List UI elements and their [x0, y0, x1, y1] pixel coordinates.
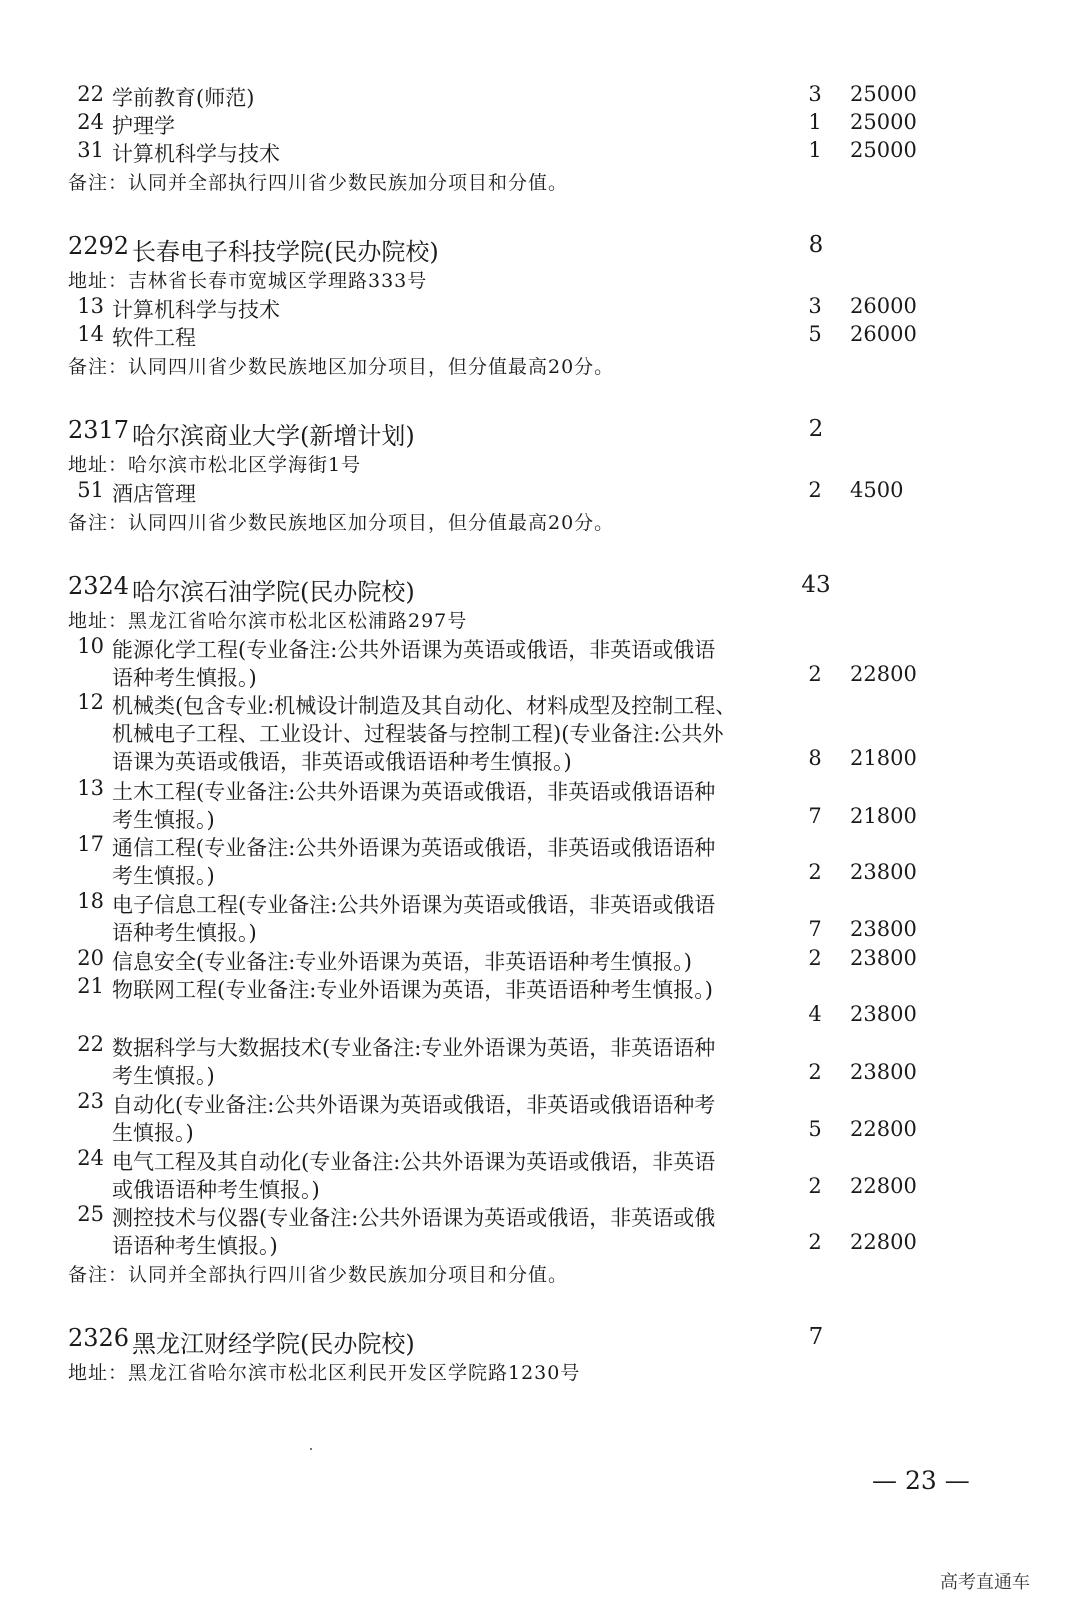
major-row [0, 887, 1080, 917]
major-fee: 22800 [850, 1117, 917, 1141]
major-row [0, 1144, 1080, 1174]
major-name: 护理学 [112, 114, 175, 138]
major-name-line: 语语种考生慎报。) [112, 1234, 278, 1258]
major-row [0, 1030, 1080, 1060]
remark: 备注：认同四川省少数民族地区加分项目，但分值最高20分。 [68, 512, 615, 534]
major-name-line: 语种考生慎报。) [112, 921, 257, 945]
major-fee: 22800 [850, 1230, 917, 1254]
scan-speck [310, 1448, 312, 1450]
major-row-continuation [0, 1228, 1080, 1258]
major-count: 5 [808, 1117, 822, 1141]
major-name-line: 电子信息工程(专业备注:公共外语课为英语或俄语，非英语或俄语 [112, 893, 716, 917]
major-row-continuation [0, 1058, 1080, 1088]
major-code: 20 [77, 946, 104, 970]
remark: 备注：认同并全部执行四川省少数民族加分项目和分值。 [68, 172, 569, 194]
major-fee: 21800 [850, 746, 917, 770]
major-code: 31 [77, 138, 104, 162]
major-row [0, 476, 1080, 506]
school-code: 2317 [68, 416, 130, 444]
major-code: 51 [77, 478, 104, 502]
major-fee: 22800 [850, 662, 917, 686]
major-count: 5 [808, 322, 822, 346]
major-name-line: 信息安全(专业备注:专业外语课为英语，非英语语种考生慎报。) [112, 950, 692, 974]
school-total: 2 [808, 416, 824, 442]
school-name: 哈尔滨石油学院(民办院校) [132, 578, 415, 606]
school-total: 8 [808, 232, 824, 258]
major-name-line: 土木工程(专业备注:公共外语课为英语或俄语，非英语或俄语语种 [112, 780, 716, 804]
major-count: 2 [808, 1060, 822, 1084]
school-name: 长春电子科技学院(民办院校) [132, 238, 439, 266]
school-code: 2326 [68, 1324, 130, 1352]
major-fee: 4500 [850, 478, 904, 502]
major-name: 学前教育(师范) [112, 86, 255, 110]
major-fee: 23800 [850, 860, 917, 884]
major-code: 22 [77, 1032, 104, 1056]
major-count: 4 [808, 1002, 822, 1026]
major-count: 7 [808, 804, 822, 828]
major-fee: 25000 [850, 138, 917, 162]
major-row-continuation [0, 1172, 1080, 1202]
major-row-continuation [0, 716, 1080, 746]
major-row [0, 80, 1080, 110]
major-fee: 26000 [850, 322, 917, 346]
major-count: 7 [808, 917, 822, 941]
major-row [0, 1200, 1080, 1230]
major-fee: 21800 [850, 804, 917, 828]
major-name-line: 语种考生慎报。) [112, 666, 257, 690]
major-name: 计算机科学与技术 [112, 142, 280, 166]
school-header [0, 1324, 1080, 1358]
major-name-line: 物联网工程(专业备注:专业外语课为英语，非英语语种考生慎报。) [112, 978, 713, 1002]
major-name: 酒店管理 [112, 482, 196, 506]
major-count: 2 [808, 478, 822, 502]
school-total: 7 [808, 1324, 824, 1350]
school-address: 地址：黑龙江省哈尔滨市松北区利民开发区学院路1230号 [68, 1362, 581, 1384]
major-row [0, 632, 1080, 662]
major-fee: 23800 [850, 1060, 917, 1084]
major-row-continuation [0, 915, 1080, 945]
school-name: 黑龙江财经学院(民办院校) [132, 1330, 415, 1358]
major-name-line: 或俄语语种考生慎报。) [112, 1178, 320, 1202]
major-count: 2 [808, 860, 822, 884]
major-name-line: 考生慎报。) [112, 864, 215, 888]
major-row [0, 830, 1080, 860]
major-code: 25 [77, 1202, 104, 1226]
major-fee: 23800 [850, 946, 917, 970]
major-row-continuation [0, 802, 1080, 832]
major-row-continuation [0, 858, 1080, 888]
school-address: 地址：哈尔滨市松北区学海街1号 [68, 454, 362, 476]
major-fee: 23800 [850, 1002, 917, 1026]
school-code: 2324 [68, 572, 130, 600]
major-code: 21 [77, 974, 104, 998]
major-name-line: 数据科学与大数据技术(专业备注:专业外语课为英语，非英语语种 [112, 1036, 716, 1060]
major-row [0, 320, 1080, 350]
major-name: 计算机科学与技术 [112, 298, 280, 322]
school-header [0, 572, 1080, 606]
school-code: 2292 [68, 232, 130, 260]
major-row [0, 136, 1080, 166]
school-total: 43 [801, 572, 831, 598]
watermark: 高考直通车 [940, 1572, 1030, 1593]
major-row [0, 688, 1080, 718]
major-row [0, 944, 1080, 974]
major-name-line: 考生慎报。) [112, 808, 215, 832]
major-name-line: 电气工程及其自动化(专业备注:公共外语课为英语或俄语，非英语 [112, 1150, 716, 1174]
school-address: 地址：吉林省长春市宽城区学理路333号 [68, 270, 428, 292]
school-address: 地址：黑龙江省哈尔滨市松北区松浦路297号 [68, 610, 468, 632]
major-name-line: 机械类(包含专业:机械设计制造及其自动化、材料成型及控制工程、 [112, 694, 737, 718]
major-code: 10 [77, 634, 104, 658]
remark: 备注：认同并全部执行四川省少数民族加分项目和分值。 [68, 1264, 569, 1286]
major-code: 13 [77, 776, 104, 800]
major-code: 18 [77, 889, 104, 913]
major-count: 2 [808, 946, 822, 970]
major-row-continuation [0, 1115, 1080, 1145]
major-count: 3 [808, 82, 822, 106]
major-count: 3 [808, 294, 822, 318]
remark: 备注：认同四川省少数民族地区加分项目，但分值最高20分。 [68, 356, 615, 378]
major-count: 2 [808, 1230, 822, 1254]
school-header [0, 416, 1080, 450]
major-code: 23 [77, 1089, 104, 1113]
major-code: 12 [77, 690, 104, 714]
major-row-continuation [0, 660, 1080, 690]
major-row-continuation [0, 744, 1080, 774]
major-name-line: 机械电子工程、工业设计、过程装备与控制工程)(专业备注:公共外 [112, 722, 724, 746]
major-row-continuation [0, 1000, 1080, 1030]
major-code: 14 [77, 322, 104, 346]
major-row [0, 292, 1080, 322]
major-fee: 25000 [850, 110, 917, 134]
school-header [0, 232, 1080, 266]
major-fee: 22800 [850, 1174, 917, 1198]
major-name: 软件工程 [112, 326, 196, 350]
major-name-line: 考生慎报。) [112, 1064, 215, 1088]
major-name-line: 通信工程(专业备注:公共外语课为英语或俄语，非英语或俄语语种 [112, 836, 716, 860]
major-name-line: 测控技术与仪器(专业备注:公共外语课为英语或俄语，非英语或俄 [112, 1206, 716, 1230]
major-count: 2 [808, 1174, 822, 1198]
major-count: 1 [808, 110, 822, 134]
major-row [0, 1087, 1080, 1117]
major-fee: 26000 [850, 294, 917, 318]
major-name-line: 能源化学工程(专业备注:公共外语课为英语或俄语，非英语或俄语 [112, 638, 716, 662]
major-code: 24 [77, 1146, 104, 1170]
major-code: 24 [77, 110, 104, 134]
major-fee: 25000 [850, 82, 917, 106]
major-row [0, 774, 1080, 804]
major-row [0, 972, 1080, 1002]
page-number: — 23 — [872, 1466, 970, 1495]
major-fee: 23800 [850, 917, 917, 941]
major-code: 22 [77, 82, 104, 106]
major-code: 17 [77, 832, 104, 856]
major-count: 2 [808, 662, 822, 686]
major-row [0, 108, 1080, 138]
major-count: 8 [808, 746, 822, 770]
major-name-line: 生慎报。) [112, 1121, 194, 1145]
major-name-line: 自动化(专业备注:公共外语课为英语或俄语，非英语或俄语语种考 [112, 1093, 716, 1117]
major-code: 13 [77, 294, 104, 318]
major-count: 1 [808, 138, 822, 162]
school-name: 哈尔滨商业大学(新增计划) [132, 422, 415, 450]
major-name-line: 语课为英语或俄语，非英语或俄语语种考生慎报。) [112, 750, 572, 774]
